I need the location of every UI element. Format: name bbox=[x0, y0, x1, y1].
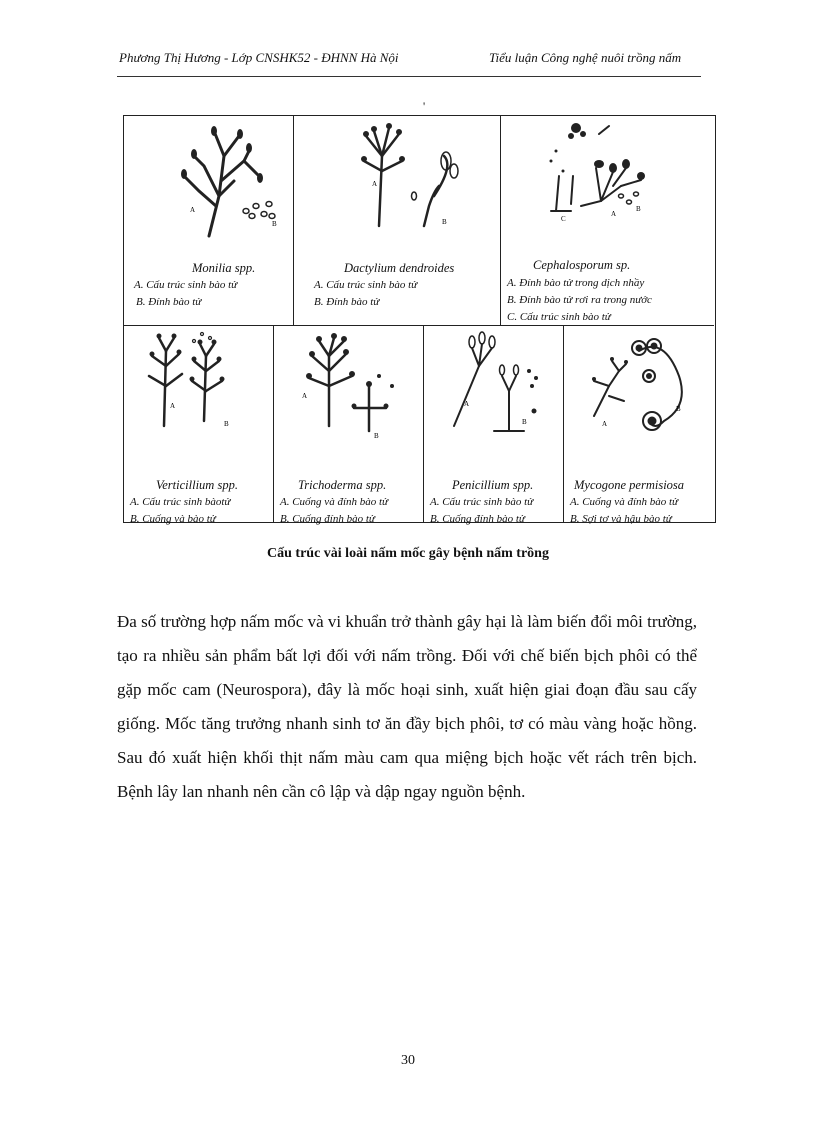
penicillium-marker-a: A bbox=[464, 400, 470, 408]
species-name: Cephalosporum sp. bbox=[533, 258, 631, 272]
legend-line: B. Sợi tơ và hậu bào tử bbox=[570, 513, 672, 525]
legend-line: A. Cấu trúc sinh bàotử bbox=[130, 496, 231, 508]
species-name: Monilia spp. bbox=[192, 261, 256, 275]
legend-line: A. Cấu trúc sinh bào tử bbox=[314, 279, 418, 291]
penicillium-marker-b: B bbox=[522, 418, 527, 426]
cephalosporum-marker-a: A bbox=[611, 210, 617, 218]
trichoderma-marker-a: A bbox=[302, 392, 308, 400]
monilia-marker-b: B bbox=[272, 220, 277, 228]
monilia-marker-a: A bbox=[190, 206, 196, 214]
dactylium-marker-a: A bbox=[372, 180, 378, 188]
monilia-illustration bbox=[124, 116, 292, 256]
legend-line: B. Đính bào tử bbox=[314, 296, 380, 308]
dactylium-illustration bbox=[294, 116, 499, 256]
header-rule bbox=[117, 76, 701, 77]
legend-line: A. Đính bào tử trong dịch nhầy bbox=[507, 277, 645, 289]
trichoderma-marker-b: B bbox=[374, 432, 379, 440]
panel-trichoderma bbox=[274, 326, 424, 525]
verticillium-marker-b: B bbox=[224, 420, 229, 428]
legend-line: B. Cuống đính bào tử bbox=[280, 513, 375, 525]
panel-dactylium bbox=[294, 116, 501, 326]
legend-line: B. Cuống và bào tử bbox=[130, 513, 216, 525]
legend-line: A. Cuống và đính bào tử bbox=[280, 496, 389, 508]
legend-line: B. Cuống đính bào tử bbox=[430, 513, 525, 525]
body-paragraph: Đa số trường hợp nấm mốc và vi khuẩn trở thành gây hại là làm biến đổi môi trường, tạo ra nhiều sản phẩm bất lợi đối với nấm trồng. Đối với chế biến bịch phôi có thể gặp mốc cam (Neurospora), đây là mốc hoại sinh, xuất hiện giai đoạn đầu sau cấy giống. Mốc tăng trưởng nhanh sinh tơ ăn đầy bịch phôi, tơ có màu vàng hoặc hồng. Sau đó xuất hiện khối thịt nấm màu cam qua miệng bịch hoặc vết rách trên bịch. Bệnh lây lan nhanh nên cần cô lập và dập ngay nguồn bệnh. bbox=[117, 612, 697, 801]
panel-penicillium bbox=[424, 326, 564, 525]
legend-line: A. Cấu trúc sinh bào tử bbox=[134, 279, 238, 291]
figure-caption: Cấu trúc vài loài nấm mốc gây bệnh nấm trồng bbox=[267, 546, 549, 561]
panel-cephalosporum bbox=[501, 116, 714, 326]
cephalosporum-marker-c: C bbox=[561, 215, 566, 223]
legend-line: A. Cuống và đính bào tử bbox=[570, 496, 679, 508]
cephalosporum-illustration bbox=[501, 116, 714, 256]
legend-line: A. Cấu trúc sinh bào tử bbox=[430, 496, 534, 508]
panel-monilia bbox=[124, 116, 294, 326]
penicillium-illustration bbox=[424, 326, 562, 446]
panel-verticillium bbox=[124, 326, 274, 525]
figure bbox=[123, 115, 716, 523]
page-number: 30 bbox=[401, 1053, 415, 1068]
species-name: Penicillium spp. bbox=[452, 478, 534, 492]
page-header-right: Tiểu luận Công nghệ nuôi trồng nấm bbox=[489, 50, 682, 65]
legend-line: B. Đính bào tử bbox=[136, 296, 202, 308]
mycogone-illustration bbox=[564, 326, 714, 446]
species-name: Trichoderma spp. bbox=[298, 478, 387, 492]
verticillium-illustration bbox=[124, 326, 272, 446]
page-header-left: Phương Thị Hương - Lớp CNSHK52 - ĐHNN Hà Nội bbox=[119, 50, 399, 65]
cephalosporum-marker-b: B bbox=[636, 205, 641, 213]
legend-line: B. Đính bào tử rơi ra trong nước bbox=[507, 294, 652, 306]
legend-line: C. Cấu trúc sinh bào tử bbox=[507, 311, 611, 323]
figure-mark: ' bbox=[423, 99, 426, 113]
dactylium-marker-b: B bbox=[442, 218, 447, 226]
verticillium-marker-a: A bbox=[170, 402, 176, 410]
species-name: Dactylium dendroides bbox=[344, 261, 455, 275]
mycogone-marker-a: A bbox=[602, 420, 608, 428]
panel-mycogone bbox=[564, 326, 714, 525]
mycogone-marker-b: B bbox=[676, 405, 681, 413]
trichoderma-illustration bbox=[274, 326, 422, 446]
species-name: Verticillium spp. bbox=[156, 478, 238, 492]
species-name: Mycogone permisiosa bbox=[574, 478, 685, 492]
